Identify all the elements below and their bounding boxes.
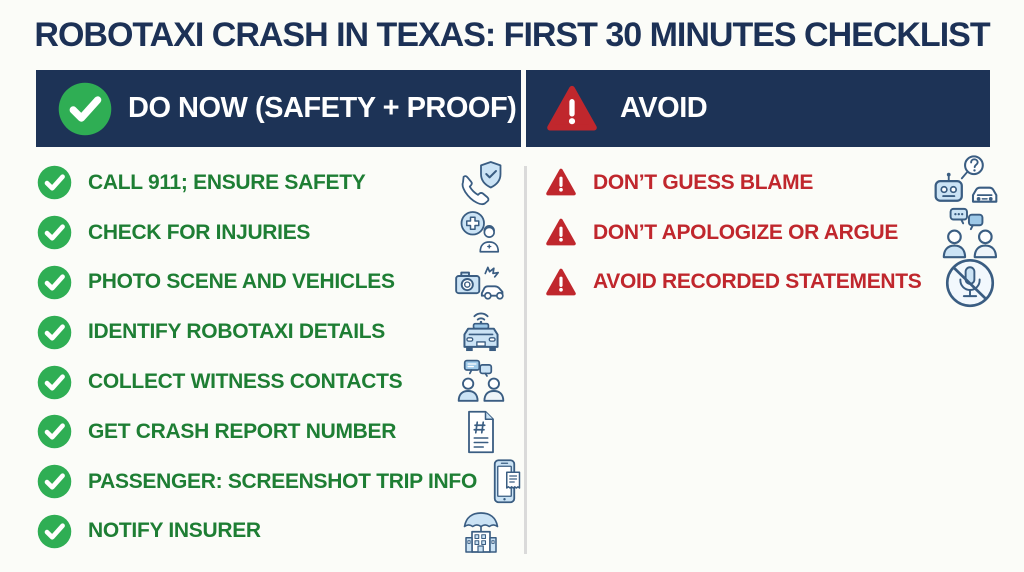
check-circle-icon: [36, 164, 73, 201]
check-circle-icon: [36, 264, 73, 301]
no-microphone-icon: [926, 255, 1014, 311]
insurance-umbrella-building-icon: [452, 507, 510, 555]
warning-triangle-icon: [544, 83, 620, 135]
page-title: ROBOTAXI CRASH IN TEXAS: FIRST 30 MINUTES CHECKLIST: [34, 16, 990, 54]
do-now-column: [36, 158, 510, 556]
item-label: COLLECT WITNESS CONTACTS: [88, 370, 403, 394]
medic-person-icon: [452, 209, 510, 257]
item-label: IDENTIFY ROBOTAXI DETAILS: [88, 320, 386, 344]
item-label: PASSENGER: SCREENSHOT TRIP INFO: [88, 469, 477, 493]
checklist-item: [36, 457, 510, 507]
witness-chat-icon: [452, 358, 510, 406]
people-arguing-icon: [926, 205, 1014, 261]
item-label: PHOTO SCENE AND VEHICLES: [88, 270, 395, 294]
check-circle-icon: [36, 463, 73, 500]
checklist-item: [544, 208, 1014, 258]
checklist-item: [36, 507, 510, 557]
checklist-item: [36, 307, 510, 357]
check-circle-icon: [36, 214, 73, 251]
warning-triangle-icon: [544, 267, 578, 298]
item-label: DON’T APOLOGIZE OR ARGUE: [593, 220, 899, 244]
header-avoid: [526, 70, 990, 147]
check-circle-icon: [36, 513, 73, 550]
camera-crash-car-icon: [452, 258, 510, 306]
checklist-item: [544, 258, 1014, 308]
header-do-now-label: DO NOW (SAFETY + PROOF): [128, 92, 517, 124]
checklist-item: [36, 357, 510, 407]
check-circle-icon: [56, 80, 128, 138]
check-circle-icon: [36, 314, 73, 351]
header-do-now: [36, 70, 521, 147]
item-label: GET CRASH REPORT NUMBER: [88, 419, 397, 443]
phone-trip-info-icon: [477, 458, 535, 506]
checklist-item: [544, 158, 1014, 208]
item-label: NOTIFY INSURER: [88, 519, 261, 543]
item-label: CALL 911; ENSURE SAFETY: [88, 170, 366, 194]
crash-report-icon: [452, 408, 510, 456]
robot-car-question-icon: [926, 155, 1014, 211]
warning-triangle-icon: [544, 217, 578, 248]
checklist-item: [36, 208, 510, 258]
item-label: CHECK FOR INJURIES: [88, 220, 311, 244]
checklist-item: [36, 158, 510, 208]
warning-triangle-icon: [544, 167, 578, 198]
checklist-item: [36, 407, 510, 457]
item-label: AVOID RECORDED STATEMENTS: [593, 270, 922, 294]
avoid-column: [544, 158, 1014, 307]
header-avoid-label: AVOID: [620, 92, 708, 124]
robotaxi-icon: [452, 308, 510, 356]
item-label: DON’T GUESS BLAME: [593, 170, 814, 194]
section-header-bar: [36, 70, 990, 147]
check-circle-icon: [36, 413, 73, 450]
check-circle-icon: [36, 364, 73, 401]
phone-shield-icon: [452, 159, 510, 207]
checklist-item: [36, 258, 510, 308]
